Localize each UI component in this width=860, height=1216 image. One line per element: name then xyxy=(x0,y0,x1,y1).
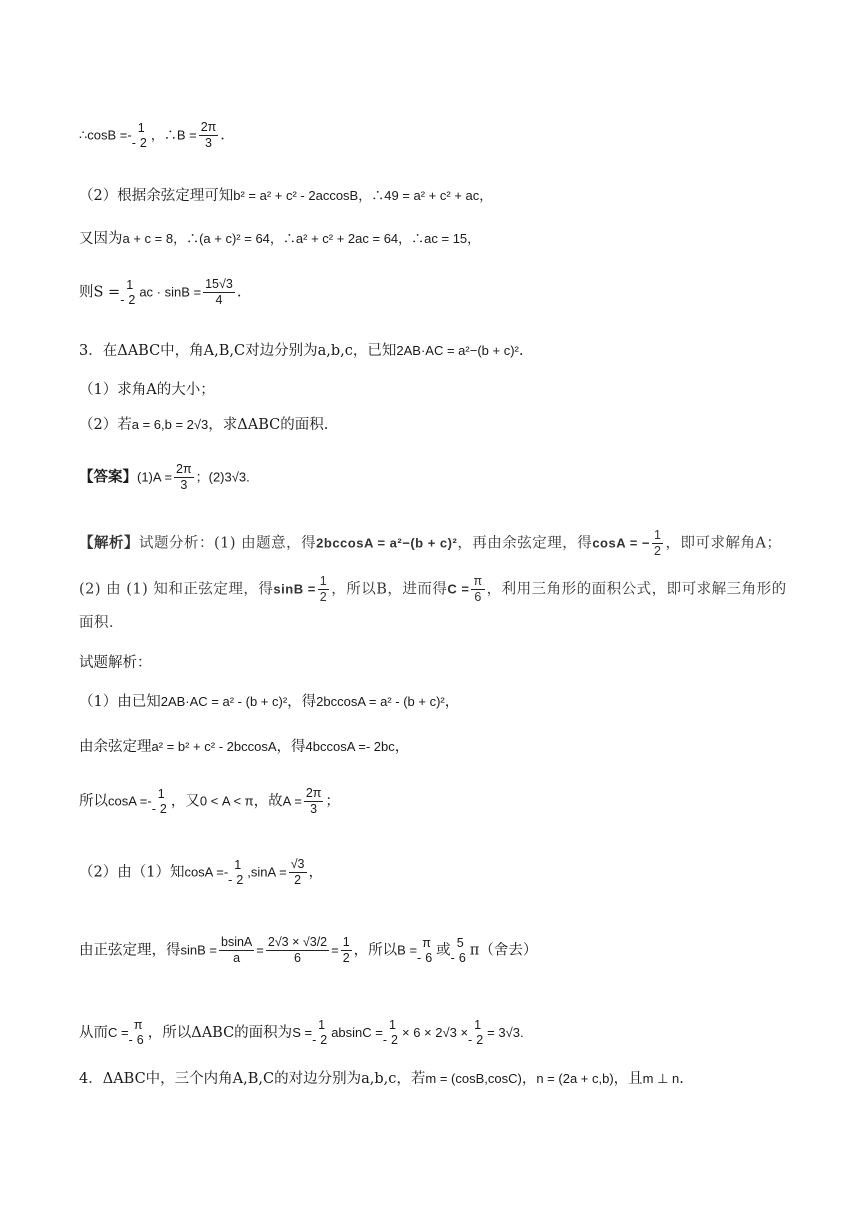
formula: 2AB·AC = a²−(b + c)² xyxy=(396,343,519,358)
text: （2）由（1）知 xyxy=(79,864,185,881)
formula: B = xyxy=(397,942,418,958)
formula: cosA = − xyxy=(592,535,651,551)
analysis-label: 【解析】 xyxy=(79,534,139,552)
fraction: $\frac{bsinA}{a}$ xyxy=(221,935,253,965)
text: ； xyxy=(325,793,340,810)
formula: n = (2a + c,b) xyxy=(536,1071,614,1086)
question-3 xyxy=(79,342,523,360)
solution-step-5: 由正弦定理，得sinB = $\frac{bsinA}{a}$ = $\frac{2√3 \times √3/2}{6}$ = $\frac{1}{2}$ ，所以B = π - 6 或 5 - 6 π（舍去） xyxy=(79,935,537,966)
formula: sinB = xyxy=(180,942,217,958)
fraction: $\frac{\pi}{6}$ xyxy=(473,574,483,604)
text: (1)A = xyxy=(137,469,173,485)
text: 试题分析：(1) 由题意，得 xyxy=(139,535,317,552)
fraction: $\frac{1}{2}$ xyxy=(654,528,662,558)
text: ，∴49 = a² + c² + ac， xyxy=(358,188,493,203)
text: ，∴B = xyxy=(150,127,197,143)
text: ；(2)3√3. xyxy=(195,469,250,485)
formula: cosA =- xyxy=(184,864,229,880)
formula: a = 6,b = 2√3 xyxy=(131,417,209,432)
text: （1）求角A的大小； xyxy=(79,382,215,398)
formula: 2bccosA = a² - (b + c)² xyxy=(316,694,445,709)
formula: C = xyxy=(447,581,470,597)
text: (2) 由 (1) 知和正弦定理，得 xyxy=(79,581,274,598)
text: ， xyxy=(394,739,410,755)
text: （2）若 xyxy=(79,417,132,433)
formula: A = xyxy=(282,793,302,809)
formula: 2bccosA = a²−(b + c)² xyxy=(316,535,458,551)
text: ，再由余弦定理，得 xyxy=(457,535,593,552)
fraction: 1 - 2 xyxy=(470,1018,485,1048)
formula: a + c = 8 xyxy=(122,231,174,246)
text: ，所以 xyxy=(353,942,398,959)
fraction: $\frac{2\pi}{3}$ xyxy=(200,120,217,150)
line-area-S xyxy=(79,277,241,308)
text: ，故 xyxy=(253,793,283,810)
formula: × 6 × 2√3 × xyxy=(401,1025,469,1040)
text: . xyxy=(679,1071,684,1087)
text: 由余弦定理 xyxy=(79,739,152,755)
question-3-part-2 xyxy=(79,416,328,434)
fraction: 1 - 2 xyxy=(154,787,169,817)
formula: 2AB·AC = a² - (b + c)² xyxy=(160,694,288,709)
analysis-line-3 xyxy=(79,614,124,632)
fraction: $\frac{2\pi}{3}$ xyxy=(176,462,192,492)
fraction: 5 - 6 xyxy=(453,936,468,966)
fraction: $\frac{2√3 \times √3/2}{6}$ xyxy=(267,935,328,965)
solution-step-4 xyxy=(79,857,323,888)
fraction: $\frac{1}{2}$ xyxy=(319,574,328,604)
text: . xyxy=(236,284,242,301)
text: ，又 xyxy=(170,793,200,810)
analysis-line-1 xyxy=(79,528,781,559)
text: ，且 xyxy=(613,1071,643,1087)
fraction: 1 - 2 xyxy=(134,121,149,151)
text: . xyxy=(220,127,225,144)
text: ，求ΔABC的面积. xyxy=(208,417,329,433)
question-4 xyxy=(79,1070,684,1088)
fraction: π - 6 xyxy=(131,1018,146,1048)
formula: absinC = xyxy=(331,1025,383,1040)
analysis-line-2 xyxy=(79,574,787,605)
formula: = 3√3. xyxy=(487,1025,524,1040)
line-a-plus-c xyxy=(79,230,480,248)
text: ，所以ΔABC的面积为 xyxy=(147,1025,293,1041)
text: ， xyxy=(521,1071,537,1087)
text: 由正弦定理，得 xyxy=(79,942,181,959)
text: ，即可求解角A； xyxy=(665,535,782,552)
text: ,sinA = xyxy=(247,864,287,880)
line-cosine-rule xyxy=(79,187,492,205)
fraction: π - 6 xyxy=(419,936,434,966)
text: ， xyxy=(308,864,323,881)
text: . xyxy=(518,343,524,359)
fraction: 1 - 2 xyxy=(314,1018,329,1048)
text: 3．在ΔABC中，角A,B,C对边分别为a,b,c，已知 xyxy=(79,343,397,359)
formula: cosA =- xyxy=(108,793,152,809)
text: ，∴(a + c)² = 64，∴a² + c² + 2ac = 64，∴ac = 15， xyxy=(173,231,481,246)
formula: 4bccosA =- 2bc xyxy=(305,739,395,754)
solution-step-1 xyxy=(79,693,459,711)
text: ，得 xyxy=(276,739,306,755)
fraction: 1 - 2 xyxy=(230,858,245,888)
solution-step-2 xyxy=(79,738,409,756)
formula: b² = a² + c² - 2accosB xyxy=(233,188,359,203)
text: π（舍去） xyxy=(469,942,538,959)
formula: 0 < A < π xyxy=(199,793,254,809)
text: 从而 xyxy=(79,1025,108,1041)
text: 面积． xyxy=(79,615,124,631)
text: ac · sinB = xyxy=(139,284,202,300)
text: ，所以B，进而得 xyxy=(331,581,448,598)
solution-heading xyxy=(79,654,152,672)
formula: S = xyxy=(292,1025,313,1040)
line-cosB xyxy=(79,120,225,151)
fraction: 1 - 2 xyxy=(385,1018,400,1048)
formula: a² = b² + c² - 2bccosA xyxy=(151,739,277,754)
text: （2）根据余弦定理可知 xyxy=(79,188,234,204)
text: ， xyxy=(444,694,460,710)
fraction: $\frac{1}{2}$ xyxy=(342,935,350,965)
text: ∴cosB =- xyxy=(79,127,132,143)
formula: C = xyxy=(108,1025,129,1040)
answer-line xyxy=(79,462,250,493)
text: ，利用三角形的面积公式，即可求解三角形的 xyxy=(486,581,787,598)
fraction: 1 - 2 xyxy=(122,278,137,308)
text: （1）由已知 xyxy=(79,694,161,710)
fraction: $\frac{2\pi}{3}$ xyxy=(305,786,322,816)
solution-step-6 xyxy=(79,1018,524,1048)
answer-label: 【答案】 xyxy=(79,468,137,486)
text: 则S = xyxy=(79,284,121,301)
fraction: $\frac{15√3}{4}$ xyxy=(205,277,233,307)
text: 试题解析： xyxy=(79,655,152,671)
text: 或 xyxy=(436,942,451,959)
text: 又因为 xyxy=(79,231,123,247)
formula: m = (cosB,cosC) xyxy=(425,1071,522,1086)
text: 4．ΔABC中，三个内角A,B,C的对边分别为a,b,c，若 xyxy=(79,1071,426,1087)
text: ，得 xyxy=(287,694,317,710)
formula: sinB = xyxy=(273,581,316,597)
fraction: $\frac{√3}{2}$ xyxy=(290,857,305,887)
solution-step-3 xyxy=(79,786,340,817)
text: 所以 xyxy=(79,793,108,810)
formula: m ⊥ n xyxy=(642,1071,680,1086)
question-3-part-1 xyxy=(79,381,215,399)
